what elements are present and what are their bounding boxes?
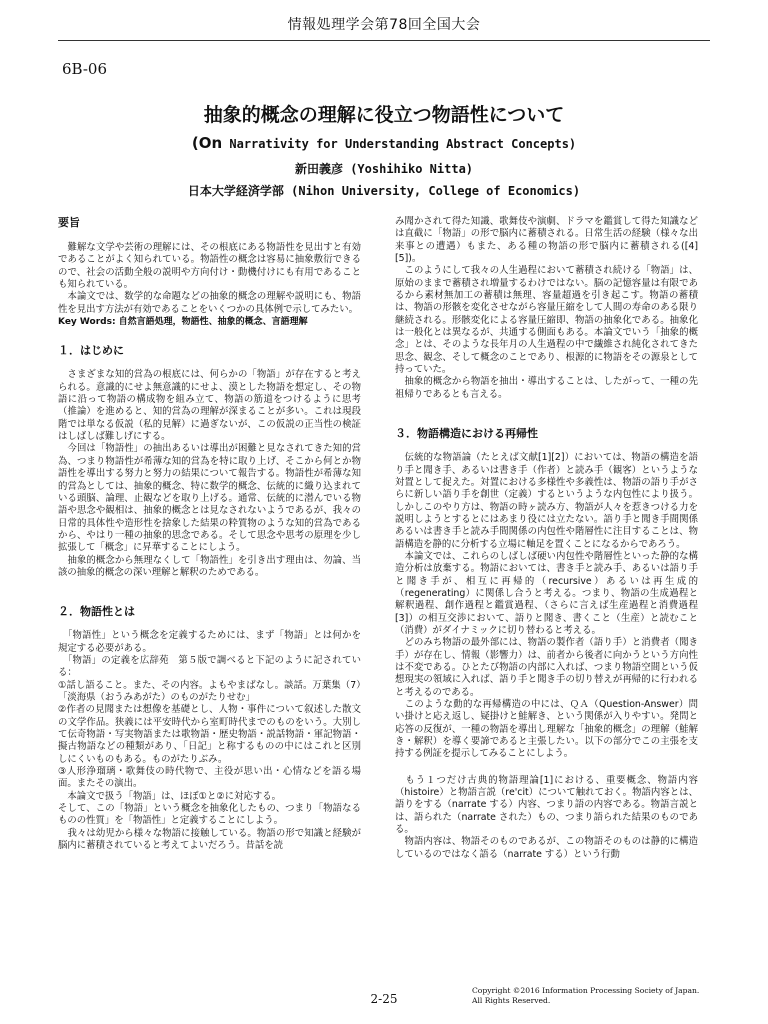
section2-heading: ２．物語性とは <box>58 605 135 619</box>
left-column <box>58 214 361 852</box>
paper-subtitle <box>0 134 768 152</box>
conference-header: 情報処理学会第78回全国大会 <box>287 17 481 33</box>
abstract-body: 難解な文学や芸術の理解には、その根底にある物語性を見出すと有効であることがよく知られている。物語性の概念は容易に抽象敷衍できるので、社会の活動全般の説明や方向付け・動機付けにも有用であることも知られている。 本論文では、数学的な命題などの抽象的概念の理解や説明にも、物語性を見出す方法が有効であることをいくつかの具体例で示してみたい。 <box>58 242 361 315</box>
section3-tail: もう１つだけ古典的物語理論[1]における、重要概念、物語内容（histoire）と物語言説（re'cit）について触れておく。物語内容とは、語りをする（narrate する）内容、つまり語の内容である。物語言説とは、語られた（narrate された）もの、つまり語られた結果のものである。 物語内容は、物語そのものであるが、この物語そのものは静的に構造しているのではなく語る（narrate する）という行動 <box>395 774 698 860</box>
section3-heading: ３．物語構造における再帰性 <box>395 427 538 441</box>
section1-body: さまざまな知的営為の根底には、何らかの「物語」が存在すると考えられる。意識的にせよ無意識的にせよ、漠とした物語を想定し、その物語に沿って物語の構成物を組み立て、物語の筋道をつけるように思考（推論）を進めると、知的営為の理解が深まることが多い。これは現段階では単なる仮説（私的見解）に過ぎないが、この仮説の正当性の検証はしばしば難しげにする。 今回は「物語性」の抽出あるいは導出が困難と見なされてきた知的営為、つまり物語性が希薄な知的営為を特に取り上げ、そこから何とか物語性を導出する努力と努力の結果について報告する。物語性が希薄な知的営為としては、抽象的概念、特に数学的概念、伝統的に織り込まれている頭脳、論理、止観などを取り上げる。通常、伝統的に潜んでいる物語や思念や観相は、抽象的概念とは見なされないようであるが、我々の日常的具体性や造形性を捨象した結果の粋質物のような知的営為であるから、やはり一種の抽象的思念である。そして思念や思考の原理を少し拡張して「概念」に昇華することにしよう。 抽象的概念から無理なくして「物語性」を引き出す理由は、勿論、当該の抽象的概念の深い理解と解釈のためである。 <box>58 369 361 578</box>
section2-body: 「物語性」という概念を定義するためには、まず「物語」とは何かを規定する必要がある。 「物語」の定義を広辞苑 第５版で調べると下記のように記されている： ①話し語ること。また、その内容。よもやまばなし。談話。万葉集（7）「淡海県（おうみあがた）のものがたりせむ」 ②作者の見聞または想像を基礎とし、人物・事件について叙述した散文の文学作品。狭義には平安時代から室町時代までのものをいう。大別して伝奇物語・写実物語または歌物語・歴史物語・説話物語・軍記物語・擬古物語などの種類があり、「日記」と称するものの中にはこれと区別しにくいものもある。ものがたりぶみ。 ③人形浄瑠璃・歌舞伎の時代物で、主役が思い出・心情などを語る場面。またその演出。 本論文で扱う「物語」は、ほぼ①と②に対応する。 そして、この「物語」という概念を抽象化したもの、つまり「物語なるものの性質」を「物語性」と定義することにしよう。 我々は幼児から様々な物語に接触している。物語の形で知識と経験が脳内に蓄積されていると考えてよいだろう。昔話を読 <box>58 630 361 852</box>
copyright-line1: Copyright ©2016 Information Processing Society of Japan. <box>472 986 700 995</box>
right-column <box>395 216 698 861</box>
keywords: Key Words: 自然言語処理，物語性、抽象的概念、言語理解 <box>58 317 308 328</box>
author: 新田義彦 (Yoshihiko Nitta) <box>294 162 474 176</box>
page-number: 2-25 <box>370 992 398 1006</box>
abstract-heading: 要旨 <box>58 216 80 229</box>
header-rule <box>58 40 710 41</box>
section1-heading: １．はじめに <box>58 344 124 358</box>
intro-continued: み聞かされて得た知識、歌舞伎や演劇、ドラマを鑑賞して得た知識などは直截に「物語」の形で脳内に蓄積される。日常生活の経験（様々な出来事との遭遇）もまた、ある種の物語の形で脳内に蓄積される([4][5])。 このようにして我々の人生過程において蓄積され続ける「物語」は、原始のままで蓄積され増量するわけではない。脳の記憶容量は有限であるから素材無加工の蓄積は無理、容量超過を引き起こす。物語の蓄積は、物語の形骸を変化させながら容量圧縮をして人間の寿命のある限り継続される。形骸変化による容量圧縮即、物語の抽象化である。抽象化は一般化とは異なるが、共通する側面もある。本論文でいう「抽象的概念」とは、そのような長年月の人生過程の中で繊維され純化されてきた思念、観念、そして概念のことであり、根源的に物語をその源泉として持っていた。 抽象的概念から物語を抽出・導出することは、したがって、一種の先祖帰りであるとも言える。 <box>395 216 698 400</box>
section3-body: 伝統的な物語論（たとえば文献[1][2]）においては、物語の構造を語り手と聞き手、あるいは書き手（作者）と読み手（観客）というような対置として捉えた。対置における多様性や多義性は、物語の語り手がさらに新しい語り手を創世（定義）するというような内包性により扱う。しかしこのやり方は、物語の時ヶ読み方、物語が人々を惹きつける力を説明しようとするとにはあまり役には立たない。語り手と聞き手間関係あるいは書き手と読み手間関係の内包性や階層性に注目することは、物語構造を静的に分析する立場に軸足を置くことになるからであろう。 本論文では、これらのしばしば硬い内包性や階層性といった静的な構造分析は放棄する。物語においては、書き手と読み手、あるいは語り手と聞き手が、相互に再帰的（recursive）あるいは再生成的（regenerating）に関係し合うと考える。つまり、物語の生成過程と解釈過程、創作過程と鑑賞過程、（さらに言えば生産過程と消費過程[3]）の相互交渉において、語りと聞き、書くこと（生産）と読むこと（消費）がダイナミックに切り替わると考える。 どのみち物語の最外部には、物語の製作者（語り手）と消費者（聞き手）が存在し、情報（影響力）は、前者から後者に向かうという方向性は不変である。ひとたび物語の内部に入れば、つまり物語空間という仮想現実の領域に入れば、語り手と聞き手の切り替えが再帰的に行われると考えるのである。 このような動的な再帰構造の中には、ＱＡ（Question-Answer）問い掛けと応え返し、疑掛けと鮭解き、という関係が入りやすい。発問と応答の反復が、一種の物語を導出し理解な「抽象的概念」の理解（鮭解き・解釈）を導く要諦であると主張したい。以下の部分でこの主張を支持する例証を提示してみることにしよう。 <box>395 452 698 760</box>
affiliation: 日本大学経済学部 (Nihon University, College of Economics) <box>187 184 581 198</box>
paper-title: 抽象的概念の理解に役立つ物語性について <box>203 104 565 126</box>
copyright-line2: All Rights Reserved. <box>472 996 551 1005</box>
copyright <box>472 986 732 1006</box>
subtitle-rest: Narrativity for Understanding Abstract Concepts) <box>229 137 577 151</box>
subtitle-on: (On <box>191 134 223 152</box>
paper-id: 6B-06 <box>62 60 107 78</box>
